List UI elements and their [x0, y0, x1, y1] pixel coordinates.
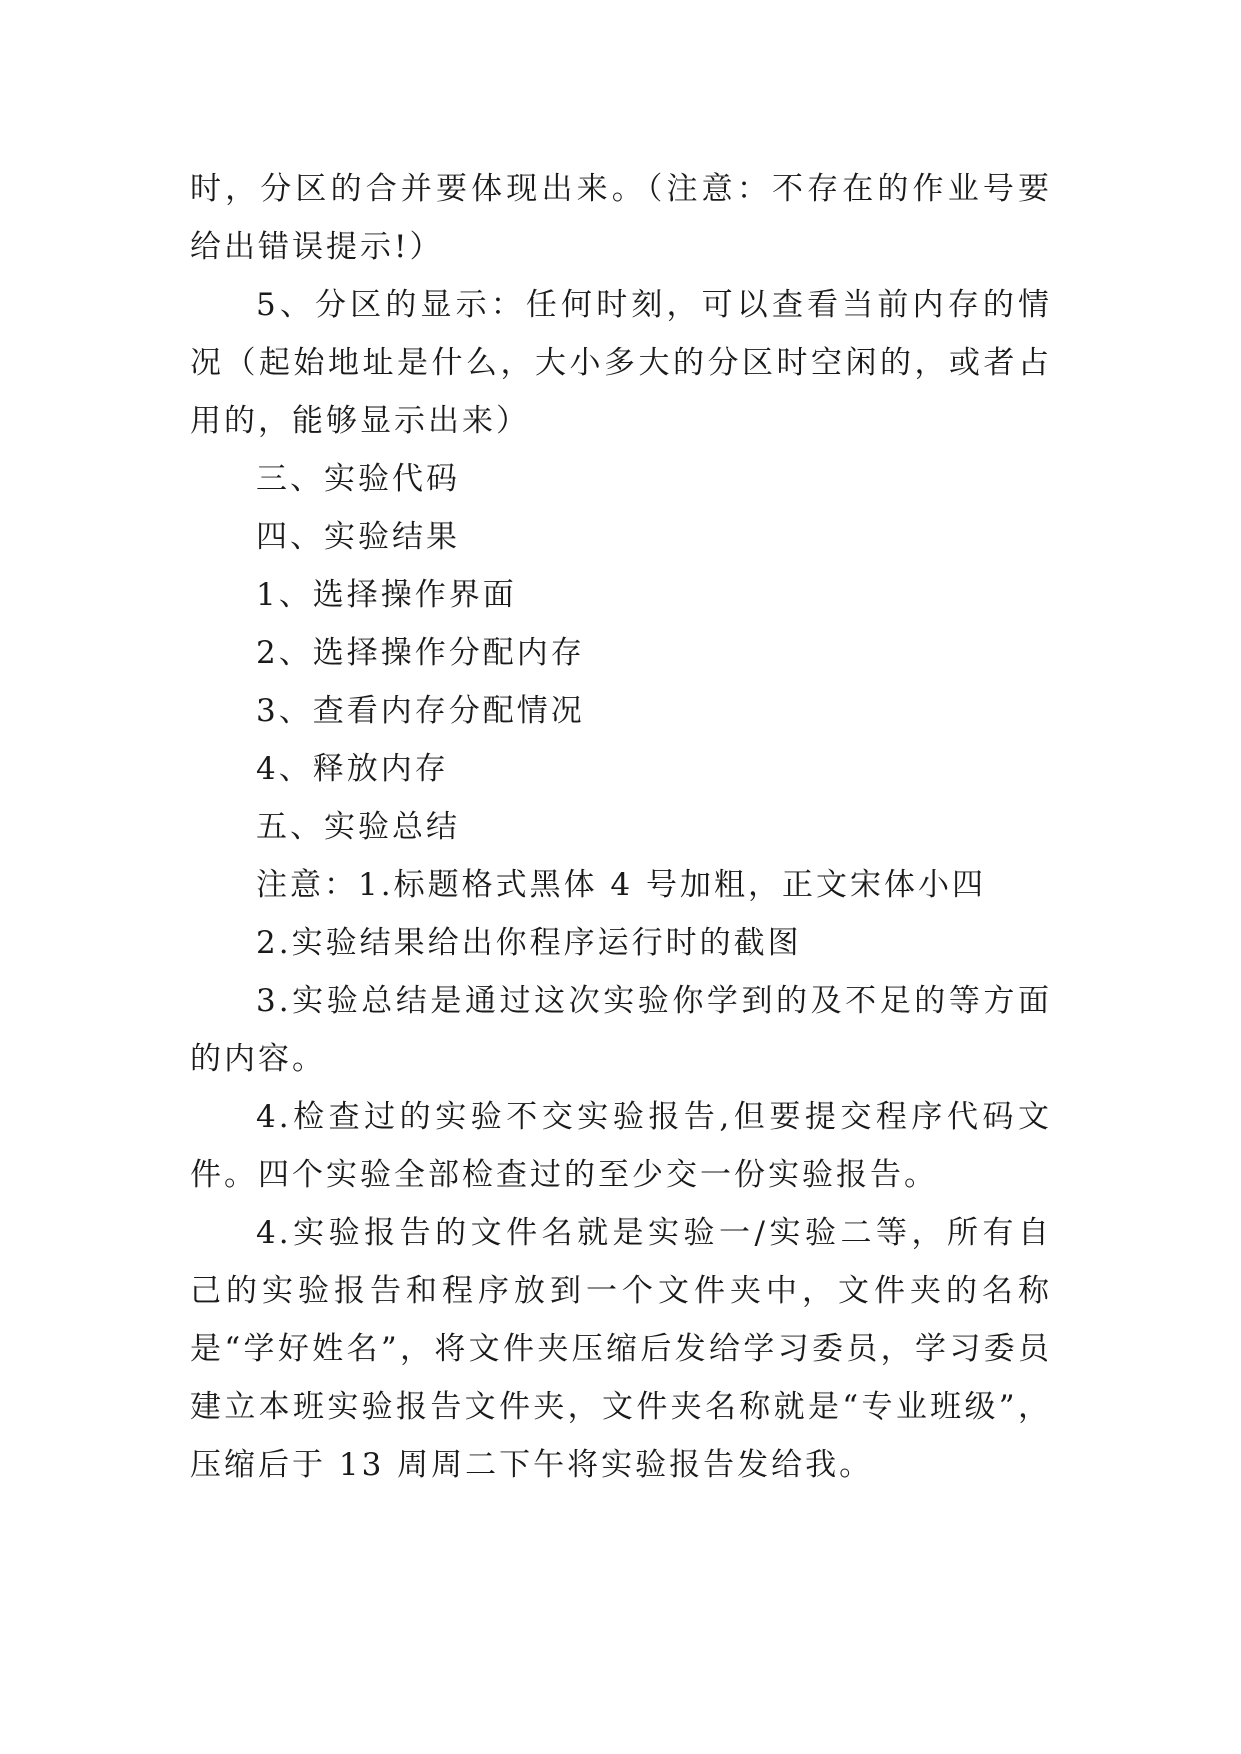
list-item-view-allocation: 3、查看内存分配情况 [256, 693, 585, 729]
heading-experiment-results: 四、实验结果 [256, 519, 460, 555]
note-submission: 4.实验报告的文件名就是实验一/实验二等，所有自己的实验报告和程序放到一个文件夹中，文件夹的名称是“学好姓名”，将文件夹压缩后发给学习委员，学习委员建立本班实验报告文件夹，文件夹名称就是“专业班级”，压缩后于 13 周周二下午将实验报告发给我。 [190, 1215, 1052, 1483]
list-item-release-memory: 4、释放内存 [256, 751, 449, 787]
note-summary-content: 3.实验总结是通过这次实验你学到的及不足的等方面的内容。 [190, 983, 1052, 1077]
document-body [190, 160, 1052, 1494]
heading-experiment-code: 三、实验代码 [256, 461, 460, 497]
list-item-select-ui: 1、选择操作界面 [256, 577, 517, 613]
paragraph-partition-merge: 时，分区的合并要体现出来。（注意：不存在的作业号要给出错误提示!） [190, 171, 1052, 265]
note-format: 注意：1.标题格式黑体 4 号加粗，正文宋体小四 [256, 867, 987, 903]
note-screenshots: 2.实验结果给出你程序运行时的截图 [256, 925, 802, 961]
list-item-allocate-memory: 2、选择操作分配内存 [256, 635, 585, 671]
paragraph-partition-display: 5、分区的显示：任何时刻，可以查看当前内存的情况（起始地址是什么，大小多大的分区时空闲的，或者占用的，能够显示出来） [190, 287, 1052, 439]
note-checked-experiments: 4.检查过的实验不交实验报告,但要提交程序代码文件。四个实验全部检查过的至少交一份实验报告。 [190, 1099, 1052, 1193]
heading-experiment-summary: 五、实验总结 [256, 809, 460, 845]
